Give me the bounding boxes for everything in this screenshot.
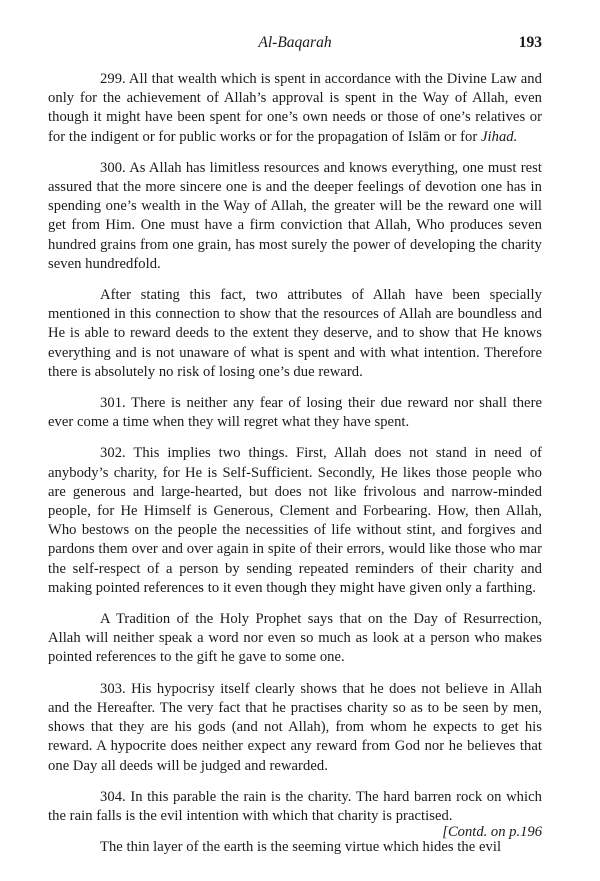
page-body [48,70,542,857]
note-number: 301. [100,395,126,412]
note-302-continued [48,610,542,668]
note-text: The thin layer of the earth is the seeming virtue which hides the evil [100,839,502,856]
note-text: All that wealth which is spent in accordance with the Divine Law and only for the achievement of Allah’s approval is spent in the Way of Allah, even though it might have been spent for one’s own needs or those of one’s relatives or for the indigent or for public works or for the propagation of Islām or for [48,71,542,145]
italic-term: Jihad. [480,128,518,145]
note-text: After stating this fact, two attributes of Allah have been specially mentioned in this connection to show that the resources of Allah are boundless and He is able to reward deeds to the extent they deserve, and to show that He knows everything and is not unaware of what is spent and with what intention. Therefore there is absolutely no risk of losing one’s due reward. [48,287,542,380]
note-301 [48,394,542,432]
note-text: This implies two things. First, Allah does not stand in need of anybody’s charity, for He is Self-Sufficient. Secondly, He likes those people who are generous and large-hearted, but does not like frivolous and narrow-minded people, for He Himself is Generous, Clement and Forbearing. How, then Allah, Who bestows on the people the necessities of life without stint, and forgives and pardons them over and over again in spite of their errors, would like those who mar the self-respect of a person by sending repeated reminders of their charity and making pointed references to it even though they might have given only a farthing. [48,445,542,596]
note-number: 299. [100,71,126,87]
page-number: 193 [518,34,542,51]
note-number: 304. [100,788,126,805]
note-number: 303. [100,680,126,697]
running-title: Al-Baqarah [258,34,332,51]
note-300-continued [48,286,542,382]
note-304 [48,788,542,826]
note-300 [48,159,542,274]
note-number: 300. [100,159,126,176]
continuation-note: [Contd. on p.196 [442,824,542,840]
note-302 [48,444,542,598]
page-header [48,34,542,56]
note-number: 302. [100,445,126,462]
note-299 [48,70,542,147]
note-text: There is neither any fear of losing their due reward nor shall there ever come a time when they will regret what they have spent. [48,395,543,431]
note-text: In this parable the rain is the charity. The hard barren rock on which the rain falls is the evil intention with which that charity is practised. [48,788,542,824]
note-text: His hypocrisy itself clearly shows that he does not believe in Allah and the Hereafter. The very fact that he practises charity so as to be seen by men, shows that they are his gods (and not Allah), from whom he expects to get his reward. A hypocrite does neither expect any reward from God nor he believes that one Day all deeds will be judged and rewarded. [48,680,542,774]
note-text: A Tradition of the Holy Prophet says that on the Day of Resurrection, Allah will neither speak a word nor even so much as look at a person who makes pointed references to the gift he gave to some one. [48,611,542,666]
note-text: As Allah has limitless resources and knows everything, one must rest assured that the more sincere one is and the deeper feelings of devotion one has in spending one’s wealth in the Way of Allah, the greater will be the reward one will get from Him. One must have a firm conviction that Allah, Who produces seven hundred grains from one grain, has most surely the power of developing the charity seven hundredfold. [48,159,542,272]
note-303 [48,680,542,776]
